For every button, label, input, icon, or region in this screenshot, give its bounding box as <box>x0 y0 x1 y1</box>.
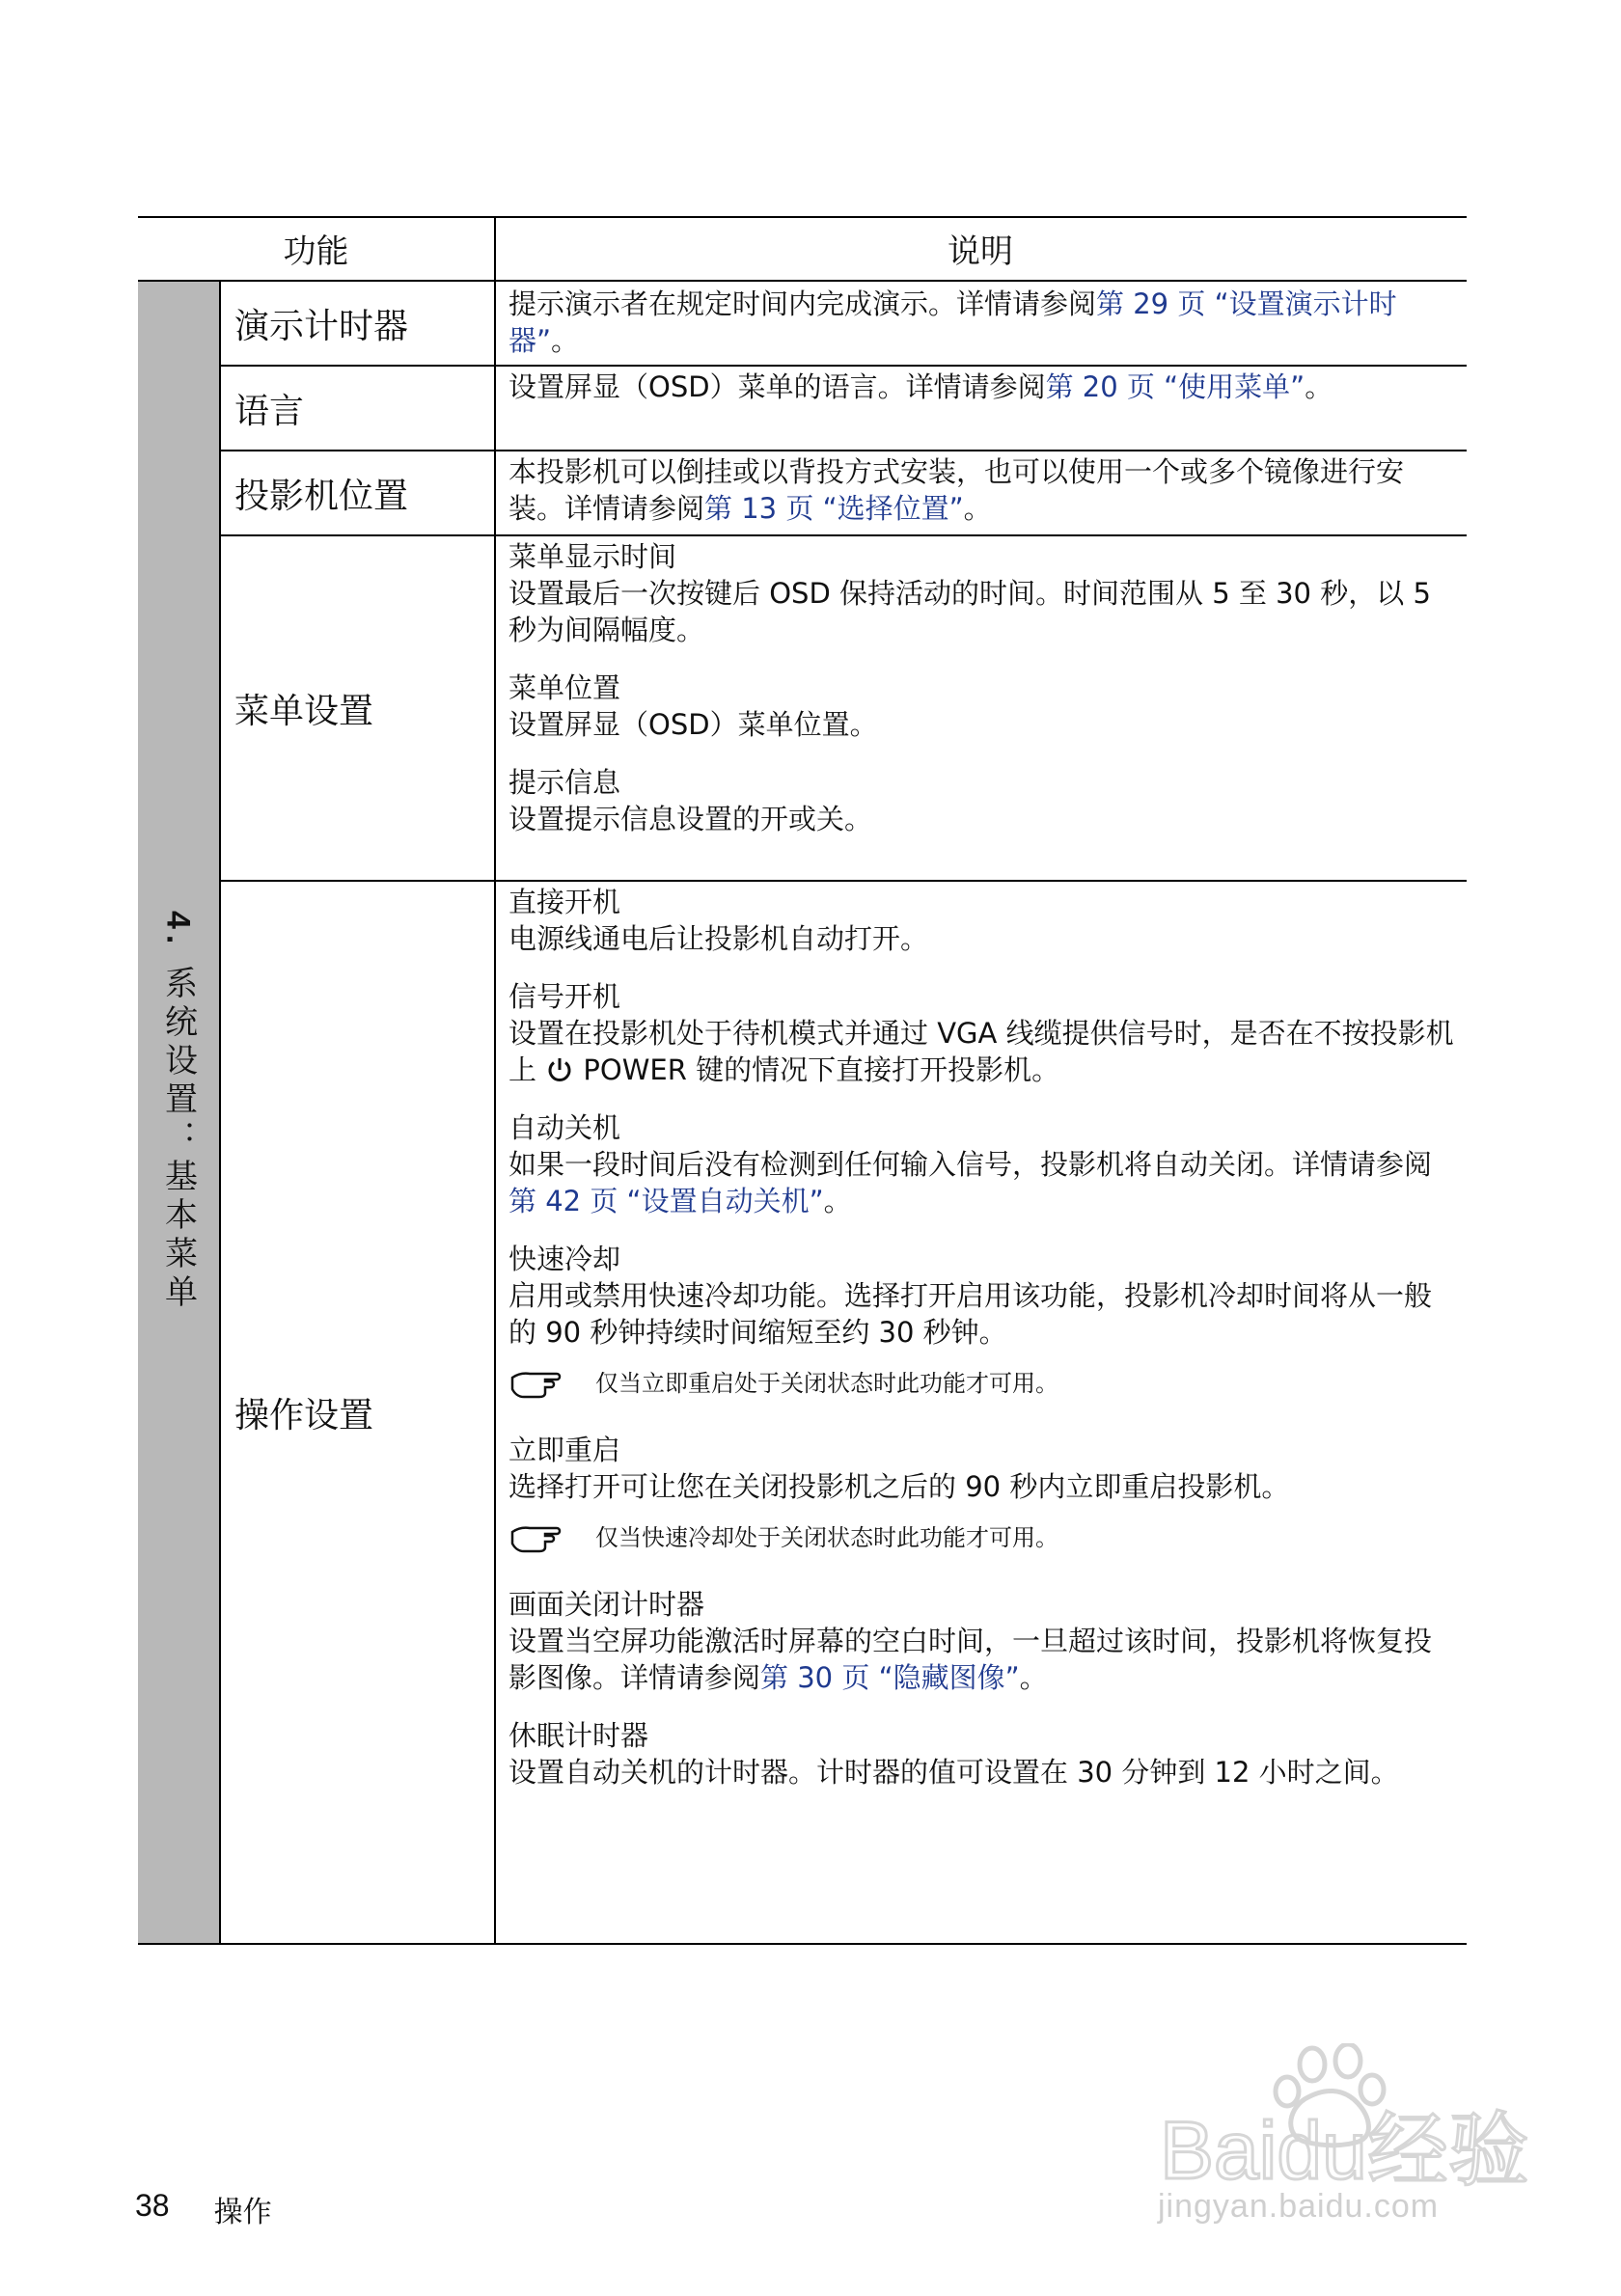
item-text-part: 。 <box>1019 1661 1048 1694</box>
watermark-brand: Baidu经验 <box>1160 2105 1529 2196</box>
desc-menu-settings <box>508 538 1456 837</box>
link-page-29[interactable]: 第 29 页 “设置演示计时器” <box>508 287 1397 357</box>
feature-operation-settings: 操作设置 <box>234 1395 374 1435</box>
desc-text: 本投影机可以倒挂或以背投方式安装，也可以使用一个或多个镜像进行安装。详情请参阅 <box>508 455 1405 525</box>
link-page-13[interactable]: 第 13 页 “选择位置” <box>704 492 964 525</box>
section-number: 4. <box>159 911 197 950</box>
desc-presentation-timer <box>508 286 1456 359</box>
desc-text: 设置屏显（OSD）菜单的语言。详情请参阅 <box>508 370 1046 403</box>
item-text: 设置自动关机的计时器。计时器的值可设置在 30 分钟到 12 小时之间。 <box>508 1756 1399 1789</box>
link-page-30[interactable]: 第 30 页 “隐藏图像” <box>760 1661 1020 1694</box>
item-text <box>508 1623 1456 1696</box>
item-title: 信号开机 <box>508 980 621 1013</box>
column-divider-1 <box>219 280 221 1945</box>
footer-section: 操作 <box>213 2196 272 2229</box>
item-title: 菜单位置 <box>508 671 621 704</box>
item-title: 画面关闭计时器 <box>508 1588 705 1621</box>
link-page-42[interactable]: 第 42 页 “设置自动关机” <box>508 1185 824 1217</box>
row-rule <box>219 534 1467 536</box>
page-number: 38 <box>135 2188 170 2223</box>
column-divider-2 <box>494 216 496 1945</box>
header-function: 功能 <box>283 232 349 271</box>
item-text: 启用或禁用快速冷却功能。选择打开启用该功能，投影机冷却时间将从一般的 90 秒钟持续时间缩短至约 30 秒钟。 <box>508 1279 1433 1349</box>
item-text-part: 设置当空屏功能激活时屏幕的空白时间，一旦超过该时间，投影机将恢复投影图像。详情请参阅 <box>508 1625 1433 1694</box>
hand-pointer-icon <box>508 1518 570 1557</box>
item-title: 自动关机 <box>508 1111 621 1144</box>
item-title: 提示信息 <box>508 766 621 799</box>
item-text: 设置最后一次按键后 OSD 保持活动的时间。时间范围从 5 至 30 秒，以 5 秒为间隔幅度。 <box>508 577 1431 646</box>
item-text <box>508 1015 1456 1088</box>
feature-language: 语言 <box>234 391 305 431</box>
item-text <box>508 1146 1456 1219</box>
item-text-part: POWER 键的情况下直接打开投影机。 <box>574 1053 1060 1086</box>
row-rule <box>219 880 1467 882</box>
feature-menu-settings: 菜单设置 <box>234 691 374 731</box>
settings-table <box>138 216 1467 1945</box>
section-title: 系统设置：基本菜单 <box>158 966 198 1314</box>
feature-presentation-timer: 演示计时器 <box>234 306 409 346</box>
table-bottom-rule <box>138 1943 1467 1945</box>
baidu-watermark-logo <box>1150 2043 1565 2260</box>
desc-text: 。 <box>551 324 580 357</box>
item-text: 设置屏显（OSD）菜单位置。 <box>508 708 878 741</box>
item-text-part: 设置在投影机处于待机模式并通过 VGA 线缆提供信号时，是否在不按投影机上 <box>508 1017 1454 1086</box>
section-sidebar <box>138 282 219 1943</box>
item-title: 立即重启 <box>508 1434 621 1466</box>
row-rule <box>219 365 1467 367</box>
desc-operation-settings <box>508 884 1456 1790</box>
link-page-20[interactable]: 第 20 页 “使用菜单” <box>1045 370 1305 403</box>
item-text: 选择打开可让您在关闭投影机之后的 90 秒内立即重启投影机。 <box>508 1470 1290 1503</box>
note-text: 仅当立即重启处于关闭状态时此功能才可用。 <box>595 1370 1058 1397</box>
item-title: 快速冷却 <box>508 1243 621 1275</box>
item-title: 休眠计时器 <box>508 1719 649 1752</box>
section-label <box>155 911 203 1313</box>
desc-text: 。 <box>1305 370 1333 403</box>
watermark-url: jingyan.baidu.com <box>1158 2188 1440 2225</box>
item-text-part: 。 <box>823 1185 852 1217</box>
hand-pointer-icon <box>508 1364 570 1403</box>
desc-language <box>508 369 1456 405</box>
desc-text: 。 <box>963 492 992 525</box>
item-title: 菜单显示时间 <box>508 540 677 573</box>
item-text: 电源线通电后让投影机自动打开。 <box>508 922 929 955</box>
item-title: 直接开机 <box>508 886 621 918</box>
desc-text: 提示演示者在规定时间内完成演示。详情请参阅 <box>508 287 1097 320</box>
note <box>508 1364 1456 1403</box>
note-text: 仅当快速冷却处于关闭状态时此功能才可用。 <box>595 1524 1058 1551</box>
page-footer <box>135 2188 272 2230</box>
power-icon <box>545 1055 574 1084</box>
item-text-part: 如果一段时间后没有检测到任何输入信号，投影机将自动关闭。详情请参阅 <box>508 1148 1433 1181</box>
desc-projector-position <box>508 453 1456 527</box>
note <box>508 1518 1456 1557</box>
item-text: 设置提示信息设置的开或关。 <box>508 803 873 835</box>
feature-projector-position: 投影机位置 <box>234 476 409 516</box>
header-description: 说明 <box>948 232 1013 271</box>
